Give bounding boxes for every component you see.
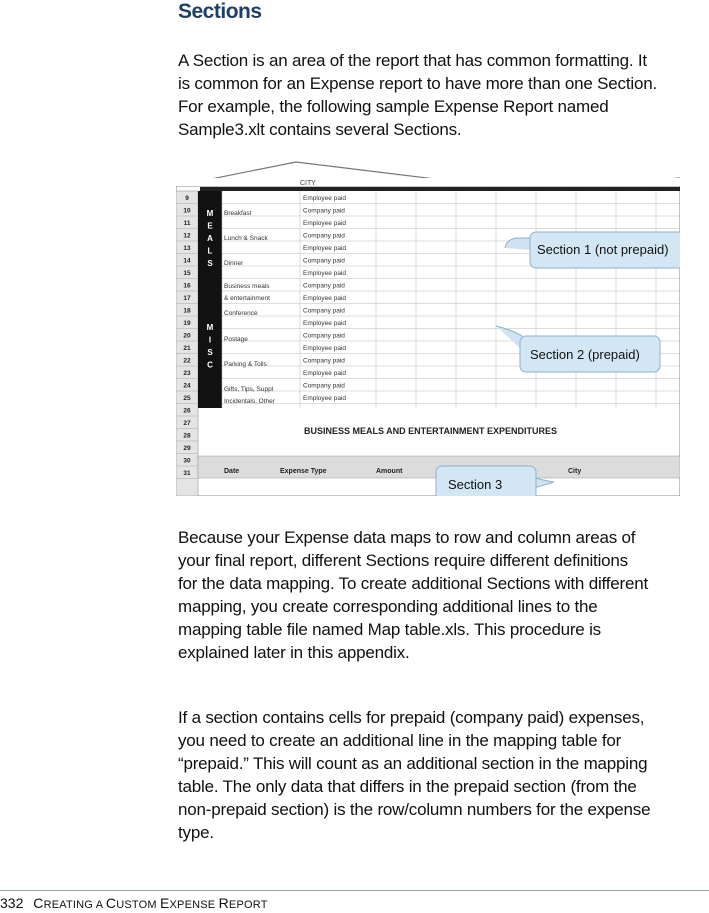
mapping-paragraph <box>178 526 698 664</box>
group-letter-misc: I <box>208 335 212 345</box>
paragraph-line: mapping table file named Map table.xls. This procedure is <box>178 620 601 639</box>
paid-type-label: Company paid <box>303 282 345 290</box>
running-title <box>33 895 267 911</box>
expense-item-label: Parking & Tolls <box>224 361 267 368</box>
row-number: 27 <box>183 420 191 427</box>
expense-item-label: Dinner <box>224 260 244 267</box>
paid-type-label: Employee paid <box>303 195 346 202</box>
paid-type-label: Company paid <box>303 382 345 390</box>
paragraph-line: A Section is an area of the report that has common formatting. It <box>178 51 647 70</box>
row-number: 22 <box>183 357 191 365</box>
paragraph-line: Because your Expense data maps to row and column areas of <box>178 528 636 547</box>
row-number: 23 <box>183 370 191 377</box>
paragraph-line: If a section contains cells for prepaid (company paid) expenses, <box>178 708 645 727</box>
intro-paragraph <box>178 49 698 141</box>
col-header-city: CITY <box>300 180 316 187</box>
row-number: 11 <box>183 220 191 227</box>
row-number: 14 <box>183 257 191 265</box>
page-number: 332 <box>0 895 24 911</box>
paid-type-label: Employee paid <box>303 320 346 327</box>
expense-item-label: Gifts, Tips, Suppl <box>224 386 274 393</box>
paid-type-label: Employee paid <box>303 245 346 252</box>
paragraph-line: mapping, you create corresponding additional lines to the <box>178 597 598 616</box>
paid-type-label: Company paid <box>303 232 345 240</box>
row-number: 26 <box>183 407 191 415</box>
group-letter-meals: E <box>207 221 213 231</box>
header-amount: Amount <box>376 468 403 475</box>
paid-type-label: Company paid <box>303 257 345 265</box>
group-letter-misc: C <box>207 360 213 370</box>
title-part: C <box>105 895 117 911</box>
row-number: 16 <box>183 282 191 290</box>
page-footer <box>0 895 268 911</box>
paragraph-line: table. The only data that differs in the prepaid section (from the <box>178 777 637 796</box>
group-letter-meals: M <box>206 209 214 218</box>
row-number: 13 <box>183 245 191 252</box>
paragraph-line: “prepaid.” This will count as an additional section in the mapping <box>178 754 648 773</box>
title-part: XPENSE <box>169 899 219 911</box>
row-number: 24 <box>183 382 191 390</box>
paid-type-label: Employee paid <box>303 295 346 302</box>
expense-item-label: Postage <box>224 336 248 343</box>
paid-type-label: Employee paid <box>303 395 346 402</box>
expense-item-label: Conference <box>224 310 258 317</box>
paid-type-label: Company paid <box>303 332 345 340</box>
row-number: 15 <box>183 270 191 277</box>
paid-type-label: Employee paid <box>303 345 346 352</box>
paid-type-label: Company paid <box>303 307 345 315</box>
col-header-strip <box>176 178 680 186</box>
group-letter-misc: S <box>207 348 213 357</box>
paragraph-line: non-prepaid section) is the row/column numbers for the expense <box>178 800 651 819</box>
row-number: 28 <box>183 432 191 440</box>
paragraph-line: you need to create an additional line in the mapping table for <box>178 731 622 750</box>
callout-section-2-label: Section 2 (prepaid) <box>530 347 640 362</box>
expense-item-label: Business meals <box>224 283 270 290</box>
paid-type-label: Company paid <box>303 207 345 215</box>
title-part: USTOM <box>116 899 160 911</box>
title-part: EPORT <box>228 899 268 911</box>
header-expense-type: Expense Type <box>280 468 327 475</box>
paragraph-line: is common for an Expense report to have more than one Section. <box>178 74 657 93</box>
row-number: 31 <box>183 470 191 477</box>
group-letter-meals: L <box>207 246 213 256</box>
group-letter-meals: S <box>207 259 213 268</box>
row-number: 17 <box>183 295 191 302</box>
expense-item-label: Incidentals, Other <box>224 398 275 405</box>
paragraph-line: explained later in this appendix. <box>178 643 410 662</box>
header-date: Date <box>224 468 240 475</box>
title-part: C <box>33 895 44 911</box>
row-number: 9 <box>185 195 189 202</box>
paragraph-line: for the data mapping. To create additional Sections with different <box>178 574 649 593</box>
paragraph-line: your final report, different Sections require different definitions <box>178 551 628 570</box>
expense-item-label: Breakfast <box>224 210 252 217</box>
expense-item-label: Lunch & Snack <box>224 235 268 242</box>
expense-report-figure <box>176 160 680 496</box>
paid-type-label: Company paid <box>303 357 345 365</box>
top-border <box>200 187 680 191</box>
paragraph-line: type. <box>178 823 214 842</box>
row-number: 29 <box>183 445 191 452</box>
callout-section-1-label: Section 1 (not prepaid) <box>537 242 669 257</box>
title-part: REATING A <box>43 899 106 911</box>
group-letter-meals: A <box>207 234 213 243</box>
row-number: 30 <box>183 457 191 465</box>
prepaid-paragraph <box>178 706 698 844</box>
title-part: E <box>159 895 170 911</box>
row-number: 19 <box>183 320 191 327</box>
row-number: 25 <box>183 395 191 402</box>
row-number: 20 <box>183 332 191 340</box>
callout-section-3-label: Section 3 <box>448 477 503 492</box>
expense-item-label: & entertainment <box>224 295 270 302</box>
header-city: City <box>568 468 582 475</box>
paid-type-label: Employee paid <box>303 370 346 377</box>
title-part: R <box>218 895 229 911</box>
row-number: 21 <box>183 345 191 352</box>
paid-type-label: Employee paid <box>303 270 346 277</box>
row-number: 12 <box>183 232 191 240</box>
row-number: 10 <box>183 207 191 215</box>
section-heading: Sections <box>178 0 262 23</box>
group-letter-misc: M <box>206 323 214 332</box>
paragraph-line: For example, the following sample Expense Report named <box>178 97 609 116</box>
banner-title: BUSINESS MEALS AND ENTERTAINMENT EXPENDITURES <box>304 426 558 436</box>
footer-rule <box>0 890 709 891</box>
paragraph-line: Sample3.xlt contains several Sections. <box>178 120 462 139</box>
row-number: 18 <box>183 307 191 315</box>
paid-type-label: Employee paid <box>303 220 346 227</box>
